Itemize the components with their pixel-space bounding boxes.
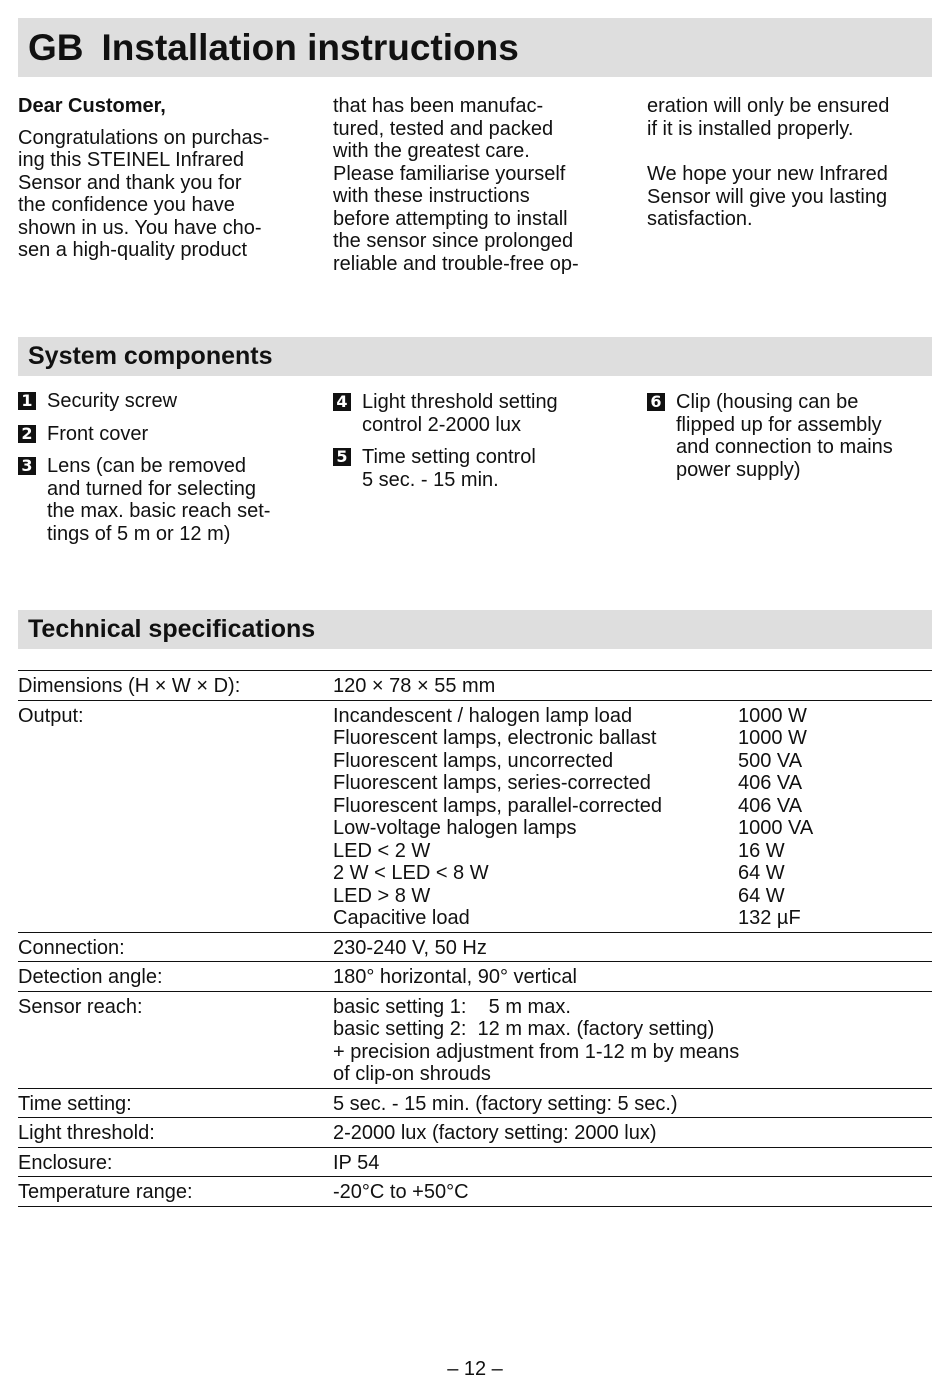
output-item	[333, 727, 932, 750]
spec-row-connection	[18, 933, 932, 963]
spec-row-dimensions	[18, 671, 932, 701]
section-title: System components	[28, 342, 273, 370]
output-load-value: 406 VA	[738, 772, 803, 794]
component-text: Light threshold setting control 2-2000 lux	[362, 391, 558, 436]
specifications-table	[18, 670, 932, 1207]
component-text: Time setting control 5 sec. - 15 min.	[362, 446, 536, 491]
intro-line: the confidence you have	[18, 194, 235, 216]
spec-value: 2-2000 lux (factory setting: 2000 lux)	[333, 1122, 657, 1144]
output-load-type: Capacitive load	[333, 907, 470, 929]
output-load-type: Fluorescent lamps, uncorrected	[333, 749, 614, 772]
output-item	[333, 772, 932, 795]
intro-line: if it is installed properly.	[647, 117, 854, 140]
component-number-badge: 4	[333, 393, 351, 411]
page-title: Installation instructions	[101, 26, 519, 68]
output-load-value: 64 W	[738, 862, 785, 884]
output-load-value: 406 VA	[738, 794, 803, 817]
intro-line: with the greatest care.	[333, 140, 530, 162]
components-column-1	[18, 390, 310, 555]
output-list	[333, 705, 932, 930]
output-item	[333, 885, 932, 908]
spec-row-enclosure	[18, 1148, 932, 1178]
intro-line: We hope your new Infrared	[647, 163, 888, 185]
component-number-badge: 6	[647, 393, 665, 411]
spec-label: Sensor reach:	[18, 995, 143, 1018]
output-load-value: 16 W	[738, 839, 785, 862]
spec-row-time-setting	[18, 1089, 932, 1119]
component-number-badge: 1	[18, 392, 36, 410]
spec-value: 120 × 78 × 55 mm	[333, 675, 496, 697]
output-item	[333, 705, 932, 728]
sensor-reach-line: + precision adjustment from 1-12 m by means	[333, 1040, 740, 1063]
spec-label: Enclosure:	[18, 1151, 113, 1174]
spec-value: IP 54	[333, 1151, 380, 1174]
spec-label: Output:	[18, 704, 84, 727]
spec-label: Temperature range:	[18, 1181, 193, 1203]
intro-line: with these instructions	[333, 185, 530, 207]
output-load-value: 500 VA	[738, 749, 803, 772]
spec-label: Light threshold:	[18, 1122, 155, 1144]
spec-label: Connection:	[18, 936, 125, 959]
spec-value: -20°C to +50°C	[333, 1181, 469, 1203]
output-load-type: LED > 8 W	[333, 884, 431, 907]
output-item	[333, 817, 932, 840]
intro-line: Sensor will give you lasting	[647, 185, 888, 208]
output-load-type: Incandescent / halogen lamp load	[333, 704, 633, 727]
output-item	[333, 840, 932, 863]
intro-line: before attempting to install	[333, 207, 568, 230]
country-code: GB	[28, 26, 84, 68]
intro-line: eration will only be ensured	[647, 95, 890, 117]
greeting: Dear Customer,	[18, 95, 166, 117]
component-text: Clip (housing can be flipped up for assembly and connection to mains power supply)	[676, 391, 893, 481]
output-load-type: LED < 2 W	[333, 839, 431, 862]
component-text: Security screw	[47, 390, 178, 412]
output-load-type: Fluorescent lamps, parallel-corrected	[333, 794, 663, 817]
sensor-reach-line: basic setting 2: 12 m max. (factory setting)	[333, 1018, 715, 1040]
intro-column-1	[18, 95, 310, 262]
spec-value: 230-240 V, 50 Hz	[333, 936, 487, 959]
intro-line: ing this STEINEL Infrared	[18, 149, 245, 171]
spec-label: Dimensions (H × W × D):	[18, 675, 241, 697]
intro-line: Congratulations on purchas-	[18, 126, 270, 149]
intro-line: shown in us. You have cho-	[18, 216, 262, 239]
output-load-type: Low-voltage halogen lamps	[333, 817, 577, 839]
intro-column-2	[333, 95, 625, 275]
output-load-type: 2 W < LED < 8 W	[333, 862, 489, 884]
output-load-type: Fluorescent lamps, electronic ballast	[333, 727, 657, 749]
spec-value: 5 sec. - 15 min. (factory setting: 5 sec.)	[333, 1092, 678, 1115]
component-text: Front cover	[47, 422, 149, 445]
section-heading-technical-specifications	[18, 610, 932, 649]
component-number-badge: 5	[333, 448, 351, 466]
output-load-value: 64 W	[738, 884, 785, 907]
component-number-badge: 2	[18, 425, 36, 443]
output-load-value: 1000 VA	[738, 817, 814, 839]
intro-line: reliable and trouble-free op-	[333, 252, 579, 275]
output-load-value: 132 µF	[738, 907, 801, 929]
output-load-type: Fluorescent lamps, series-corrected	[333, 772, 651, 794]
intro-line: the sensor since prolonged	[333, 230, 574, 252]
component-number-badge: 3	[18, 457, 36, 475]
section-heading-system-components	[18, 337, 932, 376]
intro-line: Please familiarise yourself	[333, 162, 566, 185]
spec-row-sensor-reach	[18, 992, 932, 1089]
intro-column-3	[647, 95, 939, 231]
spec-row-light-threshold	[18, 1118, 932, 1148]
component-item	[18, 455, 310, 545]
section-title: Technical specifications	[28, 615, 316, 643]
components-column-3	[647, 391, 939, 491]
page-number: – 12 –	[447, 1358, 503, 1380]
sensor-reach-line: basic setting 1: 5 m max.	[333, 995, 571, 1018]
intro-line: sen a high-quality product	[18, 239, 248, 261]
component-item	[333, 446, 625, 491]
component-text: Lens (can be removed and turned for selecting the max. basic reach set- tings of 5 m or 12 m)	[47, 455, 271, 545]
spec-value	[333, 996, 932, 1086]
component-item	[333, 391, 625, 436]
component-item	[18, 423, 310, 446]
spec-label: Time setting:	[18, 1092, 132, 1115]
component-item	[647, 391, 939, 481]
sensor-reach-line: of clip-on shrouds	[333, 1063, 491, 1085]
intro-line: satisfaction.	[647, 208, 753, 230]
spec-row-detection-angle	[18, 962, 932, 992]
component-item	[18, 390, 310, 413]
output-item	[333, 750, 932, 773]
page-title-band	[18, 18, 932, 77]
output-item	[333, 862, 932, 885]
spec-value: 180° horizontal, 90° vertical	[333, 966, 577, 988]
intro-line: that has been manufac-	[333, 95, 544, 117]
intro-line: tured, tested and packed	[333, 117, 554, 140]
output-load-value: 1000 W	[738, 704, 807, 727]
output-load-value: 1000 W	[738, 727, 807, 749]
spec-row-temperature-range	[18, 1177, 932, 1207]
output-item	[333, 795, 932, 818]
spec-row-output	[18, 701, 932, 933]
intro-line: Sensor and thank you for	[18, 171, 242, 194]
components-column-2	[333, 391, 625, 501]
output-item	[333, 907, 932, 930]
spec-label: Detection angle:	[18, 966, 163, 988]
